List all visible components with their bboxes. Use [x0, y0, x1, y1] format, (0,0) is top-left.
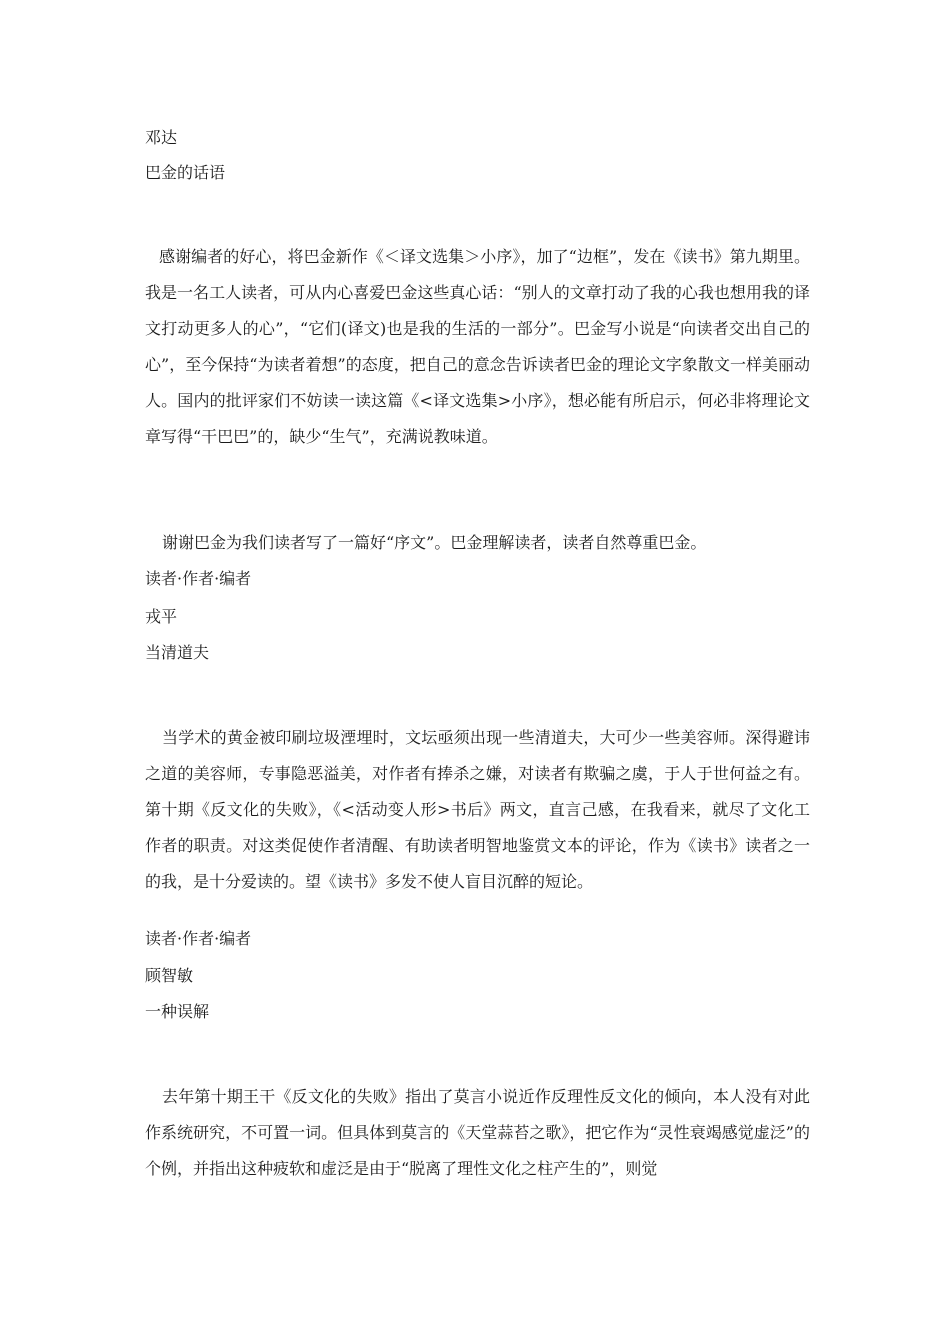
- article-paragraph: 去年第十期王干《反文化的失败》指出了莫言小说近作反理性反文化的倾向，本人没有对此作系统研究，不可置一词。但具体到莫言的《天堂蒜苔之歌》，把它作为“灵性衰竭感觉虚泛”的个例，并指出这种疲软和虚泛是由于“脱离了理性文化之柱产生的”，则觉: [145, 1087, 810, 1178]
- author-name: 戎平: [145, 607, 178, 626]
- article-paragraph: 感谢编者的好心，将巴金新作《＜译文选集＞小序》，加了“边框”，发在《读书》第九期里。我是一名工人读者，可从内心喜爱巴金这些真心话：“别人的文章打动了我的心我也想用我的译文打动更多人的心”，“它们(译文)也是我的生活的一部分”。巴金写小说是“向读者交出自己的心”，至今保持“为读者着想”的态度，把自己的意念告诉读者巴金的理论文字象散文一样美丽动人。国内的批评家们不妨读一读这篇《<译文选集>小序》，想必能有所启示，何必非将理论文章写得“干巴巴”的，缺少“生气”，充满说教味道。: [145, 247, 810, 446]
- article-paragraph: 谢谢巴金为我们读者写了一篇好“序文”。巴金理解读者，读者自然尊重巴金。: [162, 533, 707, 552]
- article-body: [145, 720, 810, 900]
- article-title: 巴金的话语: [145, 163, 226, 182]
- column-label: 读者·作者·编者: [145, 929, 252, 948]
- article-body: [145, 239, 810, 455]
- author-name: 邓达: [145, 128, 178, 147]
- article-title: 当清道夫: [145, 643, 210, 662]
- column-label: 读者·作者·编者: [145, 569, 252, 588]
- article-paragraph: 当学术的黄金被印刷垃圾湮埋时，文坛亟须出现一些清道夫，大可少一些美容师。深得避讳之道的美容师，专事隐恶溢美，对作者有捧杀之嫌，对读者有欺骗之虞，于人于世何益之有。第十期《反文化的失败》，《<活动变人形>书后》两文，直言己感，在我看来，就尽了文化工作者的职责。对这类促使作者清醒、有助读者明智地鉴赏文本的评论，作为《读书》读者之一的我，是十分爱读的。望《读书》多发不使人盲目沉醉的短论。: [145, 728, 810, 891]
- article-body: [145, 1079, 810, 1187]
- article-title: 一种误解: [145, 1002, 210, 1021]
- author-name: 顾智敏: [145, 966, 194, 985]
